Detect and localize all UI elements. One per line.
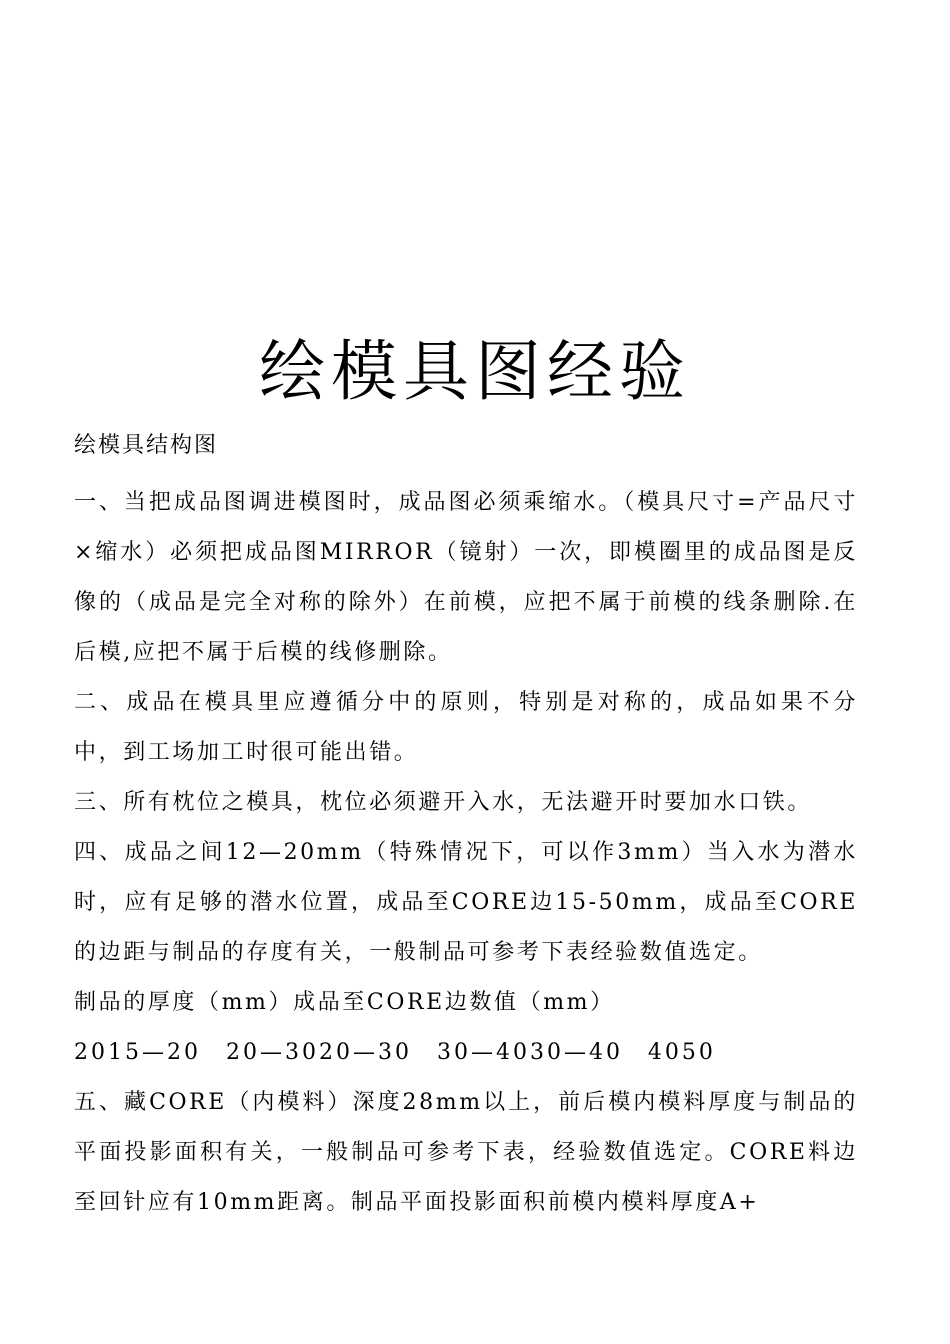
paragraph-3: 三、所有枕位之模具，枕位必须避开入水，无法避开时要加水口铁。	[74, 790, 813, 815]
document-body	[74, 478, 858, 1228]
document-title: 绘模具图经验	[259, 333, 691, 410]
paragraph-1: 一、当把成品图调进模图时，成品图必须乘缩水。（模具尺寸=产品尺寸×缩水）必须把成品图MIRROR（镜射）一次，即模圈里的成品图是反像的（成品是完全对称的除外）在前模，应把不属于前模的线条删除.在后模,应把不属于后模的线修删除。	[74, 490, 858, 665]
document-subtitle: 绘模具结构图	[74, 433, 219, 458]
table-header-line: 制品的厚度（mm）成品至CORE边数值（mm）	[74, 990, 615, 1015]
paragraph-2: 二、成品在模具里应遵循分中的原则，特别是对称的，成品如果不分中，到工场加工时很可能出错。	[74, 690, 858, 765]
table-values-line: 2015—20 20—3020—30 30—4030—40 4050	[74, 1040, 716, 1065]
paragraph-5: 五、藏CORE（内模料）深度28mm以上，前后模内模料厚度与制品的平面投影面积有关，一般制品可参考下表，经验数值选定。CORE料边至回针应有10mm距离。制品平面投影面积前模内模料厚度A+	[74, 1090, 858, 1215]
paragraph-4: 四、成品之间12—20mm（特殊情况下，可以作3mm）当入水为潜水时，应有足够的潜水位置，成品至CORE边15-50mm，成品至CORE的边距与制品的存度有关，一般制品可参考下表经验数值选定。	[74, 840, 858, 965]
